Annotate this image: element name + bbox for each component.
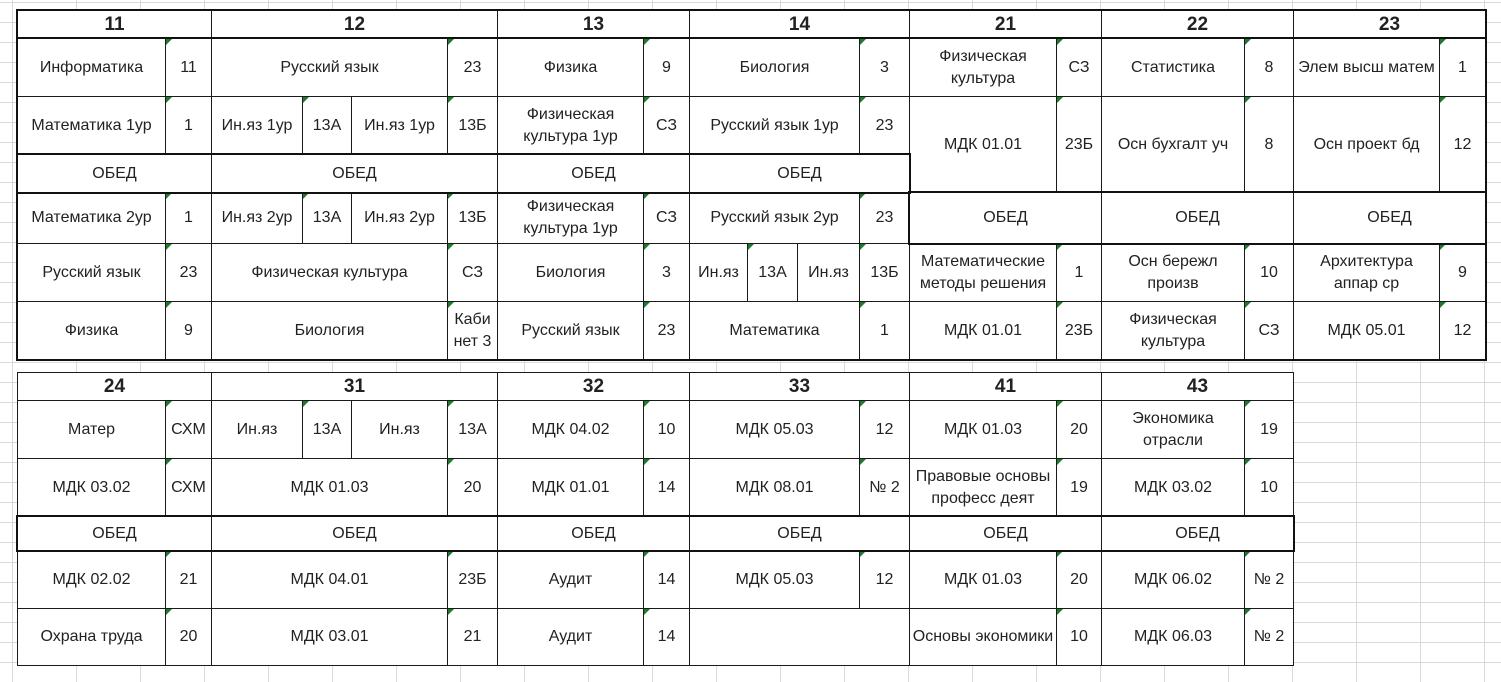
room-cell[interactable]: 1 [1439, 38, 1486, 97]
subject-cell[interactable]: МДК 04.02 [497, 400, 644, 459]
subject-cell[interactable]: МДК 04.01 [211, 550, 448, 609]
subject-cell[interactable]: Аудит [497, 608, 644, 666]
room-cell[interactable]: 3 [859, 38, 910, 97]
lunch-cell[interactable]: ОБЕД [689, 154, 910, 193]
subject-cell[interactable]: Физическая культура [909, 38, 1057, 97]
room-cell[interactable]: 23 [447, 38, 498, 97]
group-header[interactable]: 24 [17, 372, 212, 401]
subject-cell[interactable]: Биология [689, 38, 860, 97]
room-cell[interactable]: 1 [859, 301, 910, 360]
room-cell[interactable]: 9 [165, 301, 212, 360]
room-cell[interactable]: 13А [447, 400, 498, 459]
room-cell[interactable]: 1 [1056, 243, 1102, 302]
room-cell[interactable]: 20 [165, 608, 212, 666]
subject-cell[interactable]: Физическая культура 1ур [497, 96, 644, 155]
group-header[interactable]: 43 [1101, 372, 1294, 401]
subject-cell[interactable]: Основы экономики [909, 608, 1057, 666]
subject-cell[interactable]: Архитектура аппар ср [1293, 243, 1440, 302]
subject-cell[interactable]: МДК 08.01 [689, 458, 860, 517]
room-cell[interactable]: 10 [1056, 608, 1102, 666]
subject-cell[interactable]: Математика [689, 301, 860, 360]
room-cell[interactable]: 3 [643, 243, 690, 302]
subject-cell[interactable]: Физическая культура 1ур [497, 192, 644, 244]
subject-cell[interactable]: МДК 03.02 [17, 458, 166, 517]
room-cell[interactable]: СХМ [165, 458, 212, 517]
subject-cell[interactable]: Физика [497, 38, 644, 97]
room-cell[interactable]: 19 [1244, 400, 1294, 459]
subject-cell[interactable]: Русский язык 1ур [689, 96, 860, 155]
room-cell[interactable]: 21 [165, 550, 212, 609]
room-cell[interactable]: 14 [643, 550, 690, 609]
subject-cell[interactable]: МДК 01.03 [909, 550, 1057, 609]
room-cell[interactable]: 13А [302, 400, 352, 459]
lunch-cell[interactable]: ОБЕД [497, 516, 690, 551]
lunch-cell[interactable]: ОБЕД [1101, 192, 1294, 244]
room-cell[interactable]: 21 [447, 608, 498, 666]
room-cell[interactable]: 10 [1244, 458, 1294, 517]
subject-cell[interactable]: Русский язык [17, 243, 166, 302]
subject-cell[interactable]: Правовые основы професс деят [909, 458, 1057, 517]
subject-cell[interactable]: МДК 01.03 [211, 458, 448, 517]
room-cell[interactable]: 20 [1056, 400, 1102, 459]
room-cell[interactable]: 1 [165, 192, 212, 244]
subject-cell[interactable]: Элем высш матем [1293, 38, 1440, 97]
room-cell[interactable]: 23Б [1056, 96, 1102, 193]
room-cell[interactable]: СЗ [1056, 38, 1102, 97]
group-header[interactable]: 21 [909, 10, 1102, 39]
subject-cell[interactable]: Математические методы решения [909, 243, 1057, 302]
subject-cell[interactable]: Биология [497, 243, 644, 302]
subject-cell[interactable]: Осн проект бд [1293, 96, 1440, 193]
subject-cell[interactable]: МДК 05.01 [1293, 301, 1440, 360]
lunch-cell[interactable]: ОБЕД [211, 154, 498, 193]
room-cell[interactable]: 10 [1244, 243, 1294, 302]
subject-cell[interactable]: Охрана труда [17, 608, 166, 666]
subject-cell[interactable]: Осн бережл произв [1101, 243, 1245, 302]
subject-cell[interactable]: Русский язык [211, 38, 448, 97]
group-header[interactable]: 11 [17, 10, 212, 39]
room-cell[interactable]: 8 [1244, 96, 1294, 193]
room-cell[interactable]: 1 [165, 96, 212, 155]
room-cell[interactable]: 13Б [447, 192, 498, 244]
room-cell[interactable]: № 2 [1244, 550, 1294, 609]
group-header[interactable]: 32 [497, 372, 690, 401]
room-cell[interactable]: 12 [1439, 301, 1486, 360]
room-cell[interactable]: 10 [643, 400, 690, 459]
subject-cell[interactable]: Информатика [17, 38, 166, 97]
room-cell[interactable]: СЗ [643, 96, 690, 155]
lunch-cell[interactable]: ОБЕД [909, 192, 1102, 244]
group-header[interactable]: 14 [689, 10, 910, 39]
subject-cell[interactable]: МДК 01.01 [497, 458, 644, 517]
room-cell[interactable]: 23 [859, 192, 910, 244]
room-cell[interactable]: 12 [859, 400, 910, 459]
subject-cell[interactable]: Матер [17, 400, 166, 459]
lunch-cell[interactable]: ОБЕД [1101, 516, 1294, 551]
room-cell[interactable]: 8 [1244, 38, 1294, 97]
room-cell[interactable]: 9 [1439, 243, 1486, 302]
room-cell[interactable]: 13А [747, 243, 798, 302]
room-cell[interactable]: СЗ [447, 243, 498, 302]
subject-cell[interactable]: Ин.яз [797, 243, 860, 302]
subject-cell[interactable]: Математика 1ур [17, 96, 166, 155]
subject-cell[interactable]: МДК 06.02 [1101, 550, 1245, 609]
group-header[interactable]: 31 [211, 372, 498, 401]
subject-cell[interactable]: МДК 05.03 [689, 550, 860, 609]
subject-cell[interactable]: Экономика отрасли [1101, 400, 1245, 459]
subject-cell[interactable]: МДК 03.01 [211, 608, 448, 666]
subject-cell[interactable]: Ин.яз 2ур [211, 192, 303, 244]
room-cell[interactable]: 20 [447, 458, 498, 517]
subject-cell[interactable]: Ин.яз 1ур [351, 96, 448, 155]
room-cell[interactable]: 12 [859, 550, 910, 609]
subject-cell[interactable]: МДК 05.03 [689, 400, 860, 459]
room-cell[interactable]: 19 [1056, 458, 1102, 517]
subject-cell[interactable]: МДК 01.01 [909, 96, 1057, 193]
room-cell[interactable]: Каби нет 3 [447, 301, 498, 360]
lunch-cell[interactable]: ОБЕД [1293, 192, 1486, 244]
room-cell[interactable]: 9 [643, 38, 690, 97]
room-cell[interactable]: 13Б [859, 243, 910, 302]
room-cell[interactable]: 23 [643, 301, 690, 360]
subject-cell[interactable]: Биология [211, 301, 448, 360]
room-cell[interactable]: 23Б [1056, 301, 1102, 360]
room-cell[interactable]: № 2 [1244, 608, 1294, 666]
room-cell[interactable]: СЗ [643, 192, 690, 244]
group-header[interactable]: 13 [497, 10, 690, 39]
subject-cell[interactable]: Ин.яз [689, 243, 748, 302]
subject-cell[interactable]: Физическая культура [1101, 301, 1245, 360]
subject-cell[interactable]: МДК 01.03 [909, 400, 1057, 459]
group-header[interactable]: 12 [211, 10, 498, 39]
lunch-cell[interactable]: ОБЕД [211, 516, 498, 551]
lunch-cell[interactable]: ОБЕД [17, 516, 212, 551]
room-cell[interactable]: 13А [302, 96, 352, 155]
room-cell[interactable]: СЗ [1244, 301, 1294, 360]
room-cell[interactable]: 14 [643, 458, 690, 517]
subject-cell[interactable]: Аудит [497, 550, 644, 609]
room-cell[interactable]: 11 [165, 38, 212, 97]
subject-cell[interactable]: Физическая культура [211, 243, 448, 302]
group-header[interactable]: 22 [1101, 10, 1294, 39]
room-cell[interactable]: 13Б [447, 96, 498, 155]
subject-cell[interactable]: Физика [17, 301, 166, 360]
subject-cell[interactable]: Ин.яз 2ур [351, 192, 448, 244]
subject-cell[interactable]: Математика 2ур [17, 192, 166, 244]
subject-cell[interactable]: МДК 06.03 [1101, 608, 1245, 666]
group-header[interactable]: 23 [1293, 10, 1486, 39]
subject-cell[interactable]: МДК 01.01 [909, 301, 1057, 360]
lunch-cell[interactable]: ОБЕД [689, 516, 910, 551]
room-cell[interactable]: 13А [302, 192, 352, 244]
lunch-cell[interactable]: ОБЕД [909, 516, 1102, 551]
room-cell[interactable]: 23 [165, 243, 212, 302]
room-cell[interactable]: 23Б [447, 550, 498, 609]
room-cell[interactable]: № 2 [859, 458, 910, 517]
subject-cell[interactable]: Статистика [1101, 38, 1245, 97]
room-cell[interactable]: СХМ [165, 400, 212, 459]
subject-cell[interactable]: Русский язык [497, 301, 644, 360]
lunch-cell[interactable]: ОБЕД [17, 154, 212, 193]
subject-cell[interactable]: Ин.яз [351, 400, 448, 459]
subject-cell[interactable]: Осн бухгалт уч [1101, 96, 1245, 193]
lunch-cell[interactable]: ОБЕД [497, 154, 690, 193]
group-header[interactable]: 33 [689, 372, 910, 401]
room-cell[interactable]: 23 [859, 96, 910, 155]
subject-cell[interactable]: Русский язык 2ур [689, 192, 860, 244]
room-cell[interactable]: 12 [1439, 96, 1486, 193]
subject-cell[interactable]: МДК 02.02 [17, 550, 166, 609]
room-cell[interactable]: 20 [1056, 550, 1102, 609]
subject-cell[interactable]: МДК 03.02 [1101, 458, 1245, 517]
subject-cell[interactable]: Ин.яз 1ур [211, 96, 303, 155]
group-header[interactable]: 41 [909, 372, 1102, 401]
room-cell[interactable]: 14 [643, 608, 690, 666]
subject-cell[interactable]: Ин.яз [211, 400, 303, 459]
empty-cell[interactable] [689, 608, 910, 666]
